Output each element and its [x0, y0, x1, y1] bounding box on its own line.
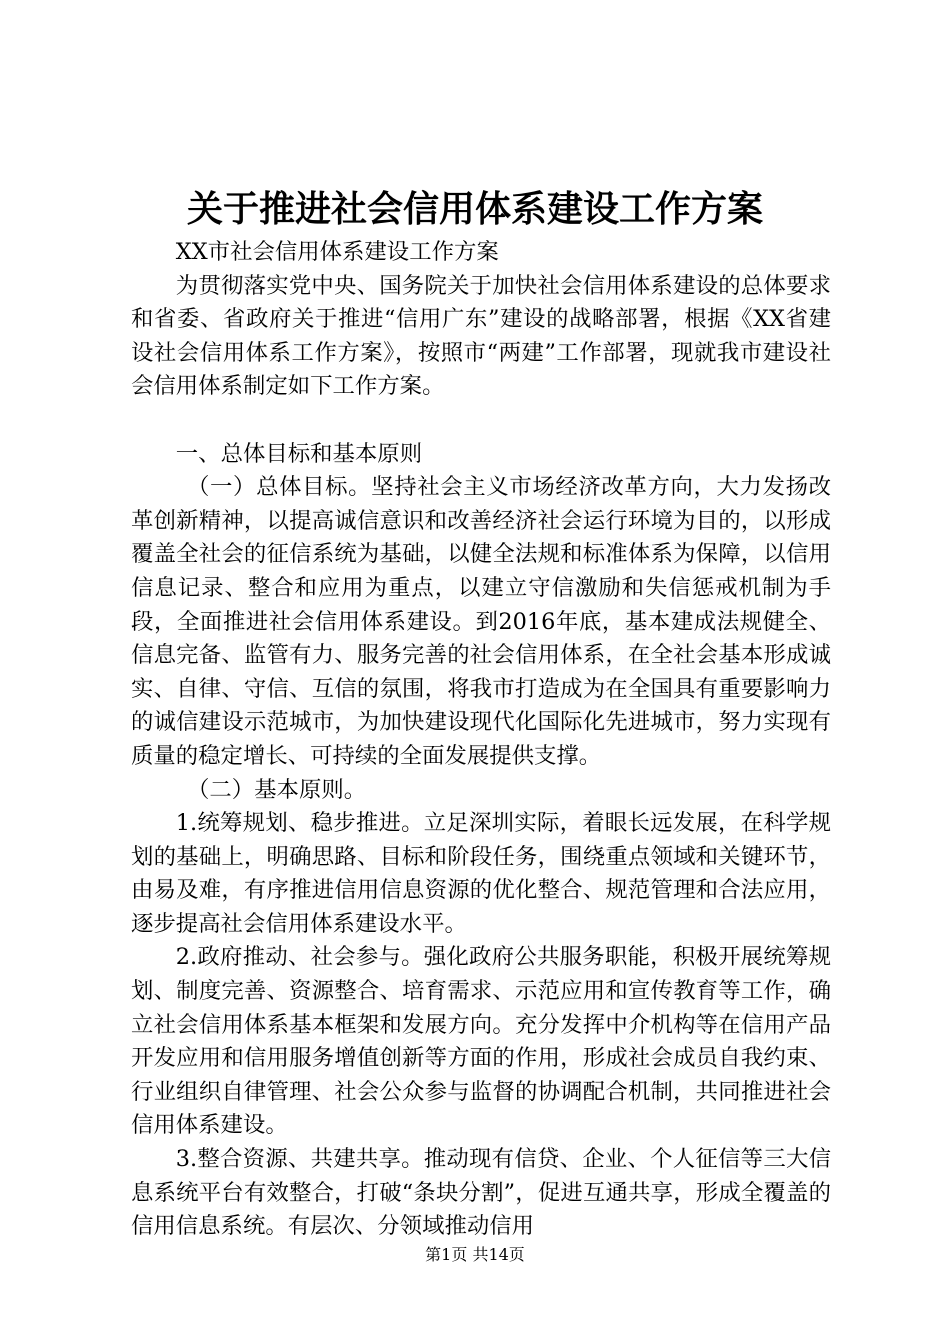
document-body [131, 236, 831, 1244]
paragraph-principles-heading: （二）基本原则。 [187, 776, 367, 803]
paragraph-intro: 为贯彻落实党中央、国务院关于加快社会信用体系建设的总体要求和省委、省政府关于推进“信用广东”建设的战略部署，根据《XX省建设社会信用体系工作方案》，按照市“两建”工作部署，现就我市建设社会信用体系制定如下工作方案。 [131, 272, 831, 400]
page-footer: 第1页 共14页 [425, 1245, 525, 1264]
section-heading: 一、总体目标和基本原则 [175, 440, 423, 467]
paragraph-principle-1: 1.统筹规划、稳步推进。立足深圳实际，着眼长远发展，在科学规划的基础上，明确思路、目标和阶段任务，围绕重点领域和关键环节，由易及难，有序推进信用信息资源的优化整合、规范管理和合法应用，逐步提高社会信用体系建设水平。 [131, 810, 831, 937]
paragraph-principle-2: 2.政府推动、社会参与。强化政府公共服务职能，积极开展统筹规划、制度完善、资源整合、培育需求、示范应用和宣传教育等工作，确立社会信用体系基本框架和发展方向。充分发挥中介机构等在信用产品开发应用和信用服务增值创新等方面的作用，形成社会成员自我约束、行业组织自律管理、社会公众参与监督的协调配合机制，共同推进社会信用体系建设。 [131, 944, 831, 1139]
paragraph-principle-3: 3.整合资源、共建共享。推动现有信贷、企业、个人征信等三大信息系统平台有效整合，打破“条块分割”，促进互通共享，形成全覆盖的信用信息系统。有层次、分领域推动信用 [131, 1146, 831, 1240]
paragraph-overall-goal: （一）总体目标。坚持社会主义市场经济改革方向，大力发扬改革创新精神，以提高诚信意识和改善经济社会运行环境为目的，以形成覆盖全社会的征信系统为基础，以健全法规和标准体系为保障，以信用信息记录、整合和应用为重点，以建立守信激励和失信惩戒机制为手段，全面推进社会信用体系建设。到2016年底，基本建成法规健全、信息完备、监管有力、服务完善的社会信用体系，在全社会基本形成诚实、自律、守信、互信的氛围，将我市打造成为在全国具有重要影响力的诚信建设示范城市，为加快建设现代化国际化先进城市，努力实现有质量的稳定增长、可持续的全面发展提供支撑。 [131, 474, 831, 769]
document-title: 关于推进社会信用体系建设工作方案 [186, 188, 763, 230]
paragraph-subtitle: XX市社会信用体系建设工作方案 [175, 239, 499, 265]
